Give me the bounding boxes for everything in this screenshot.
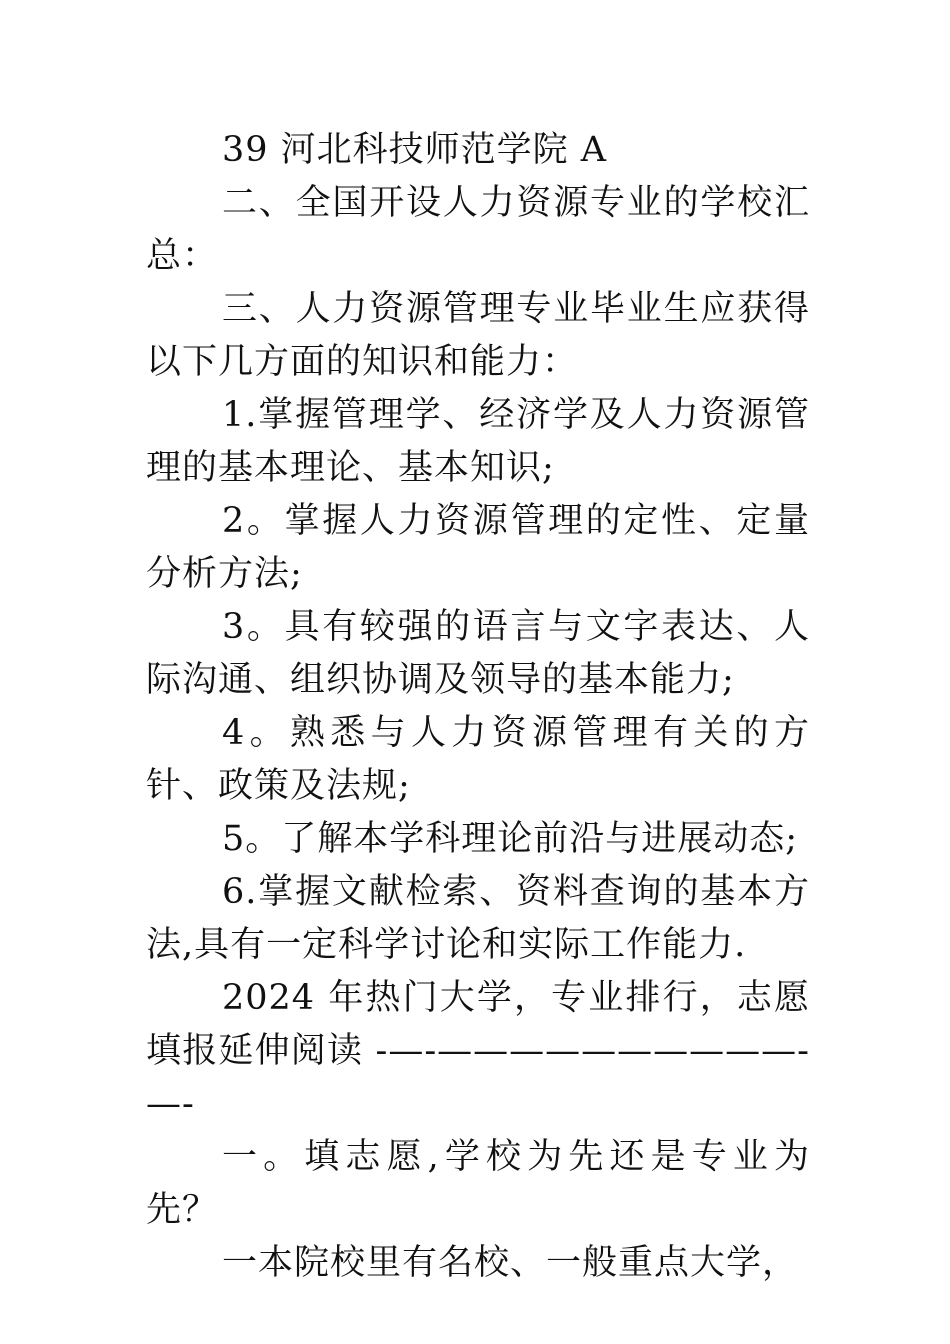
paragraph-item-3: 3。具有较强的语言与文字表达、人际沟通、组织协调及领导的基本能力; xyxy=(146,607,810,700)
paragraph-section-2-heading: 二、全国开设人力资源专业的学校汇总： xyxy=(146,183,810,276)
document-body xyxy=(146,124,810,1290)
paragraph-extended-reading: 2024 年热门大学，专业排行，志愿填报延伸阅读 -—-——————————-—- xyxy=(146,978,810,1124)
paragraph-question-1: 一。填志愿,学校为先还是专业为先？ xyxy=(146,1137,810,1230)
paragraph-item-6: 6.掌握文献检索、资料查询的基本方法,具有一定科学讨论和实际工作能力. xyxy=(146,872,810,965)
paragraph-item-1: 1.掌握管理学、经济学及人力资源管理的基本理论、基本知识; xyxy=(146,395,810,488)
paragraph-item-4: 4。熟悉与人力资源管理有关的方针、政策及法规; xyxy=(146,713,810,806)
paragraph-section-3-heading: 三、人力资源管理专业毕业生应获得以下几方面的知识和能力： xyxy=(146,289,810,382)
paragraph-item-2: 2。掌握人力资源管理的定性、定量分析方法; xyxy=(146,501,810,594)
paragraph-answer-start: 一本院校里有名校、一般重点大学， xyxy=(222,1243,799,1283)
paragraph-item-5: 5。了解本学科理论前沿与进展动态; xyxy=(222,819,799,859)
paragraph-school-39: 39 河北科技师范学院 A xyxy=(222,130,608,170)
